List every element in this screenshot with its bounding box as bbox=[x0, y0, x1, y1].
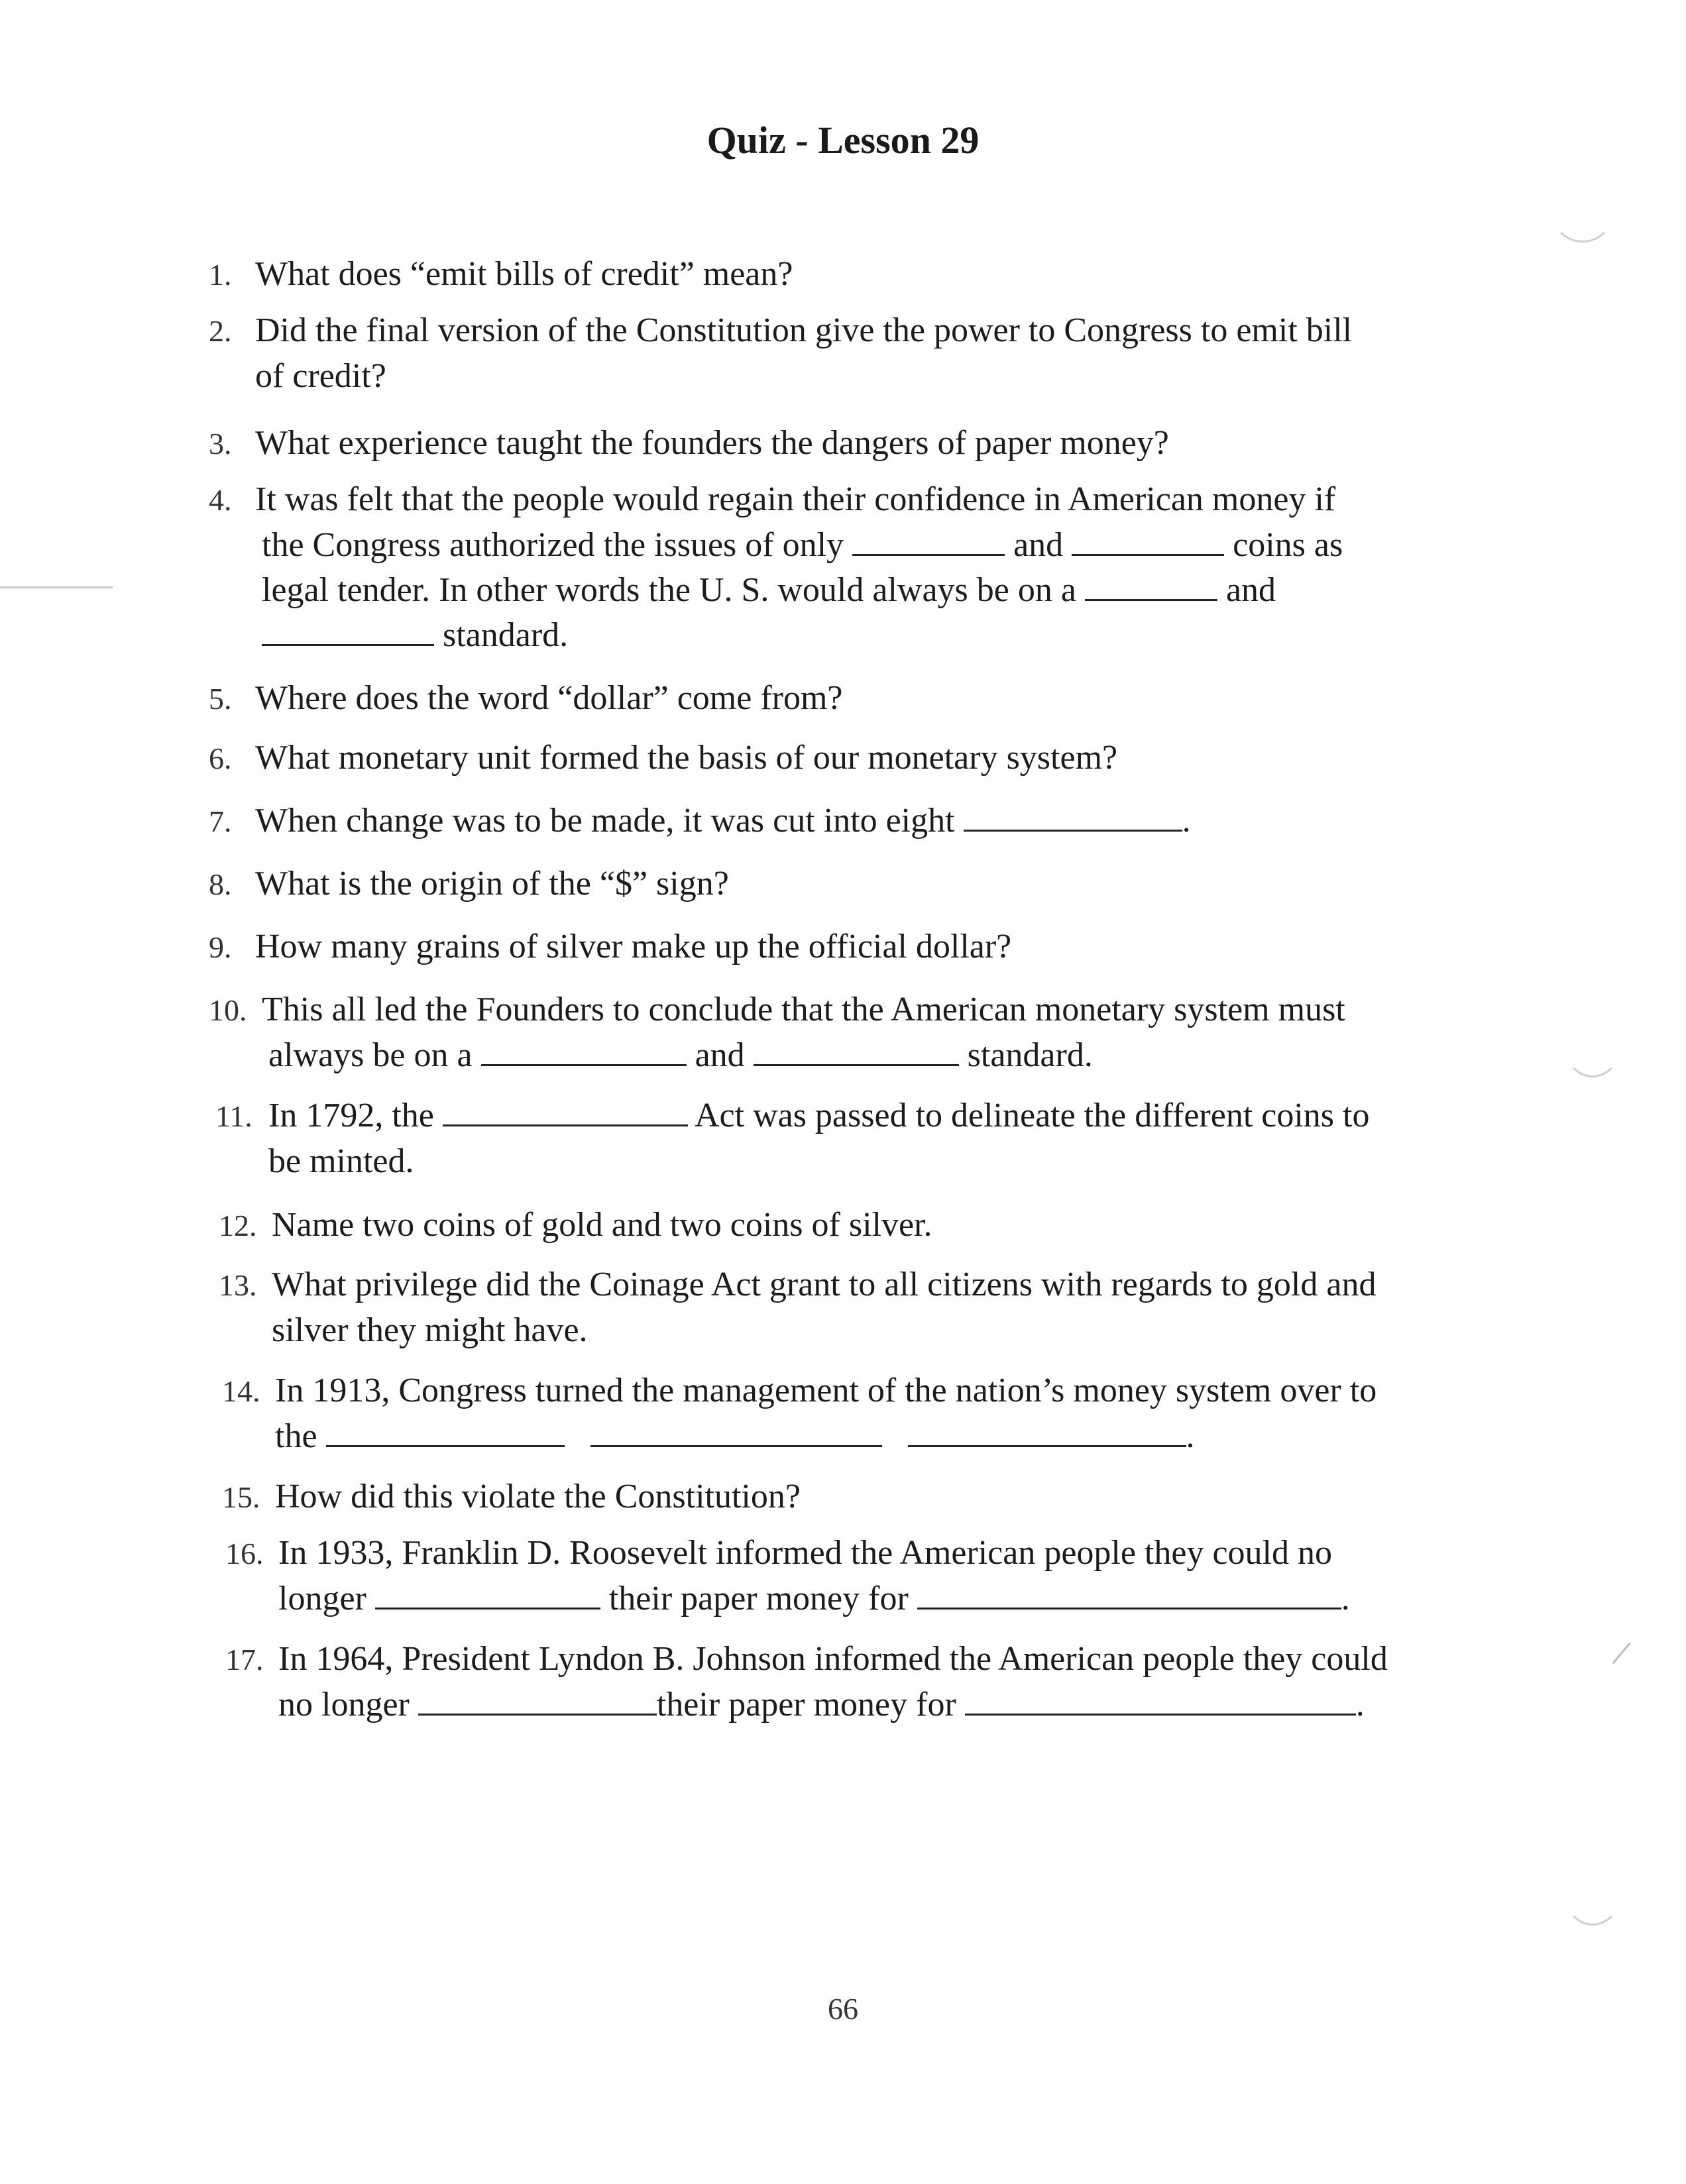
question-text-line-2: of credit? bbox=[255, 357, 386, 395]
question-16 bbox=[225, 1531, 1350, 1621]
question-text: their paper money for bbox=[656, 1686, 956, 1723]
question-11 bbox=[215, 1093, 1369, 1184]
question-text: What is the origin of the “$” sign? bbox=[255, 865, 729, 902]
question-number: 17. bbox=[225, 1643, 264, 1676]
question-6 bbox=[209, 736, 1117, 781]
question-8 bbox=[209, 861, 729, 907]
question-number: 14. bbox=[222, 1374, 260, 1408]
answer-blank[interactable] bbox=[964, 803, 1182, 832]
question-3 bbox=[209, 421, 1169, 466]
question-text: longer bbox=[278, 1580, 366, 1617]
question-text: Name two coins of gold and two coins of silver. bbox=[272, 1206, 932, 1244]
answer-blank[interactable] bbox=[443, 1098, 688, 1126]
answer-blank[interactable] bbox=[262, 618, 434, 646]
question-text: What monetary unit formed the basis of our monetary system? bbox=[255, 739, 1118, 777]
quiz-title: Quiz - Lesson 29 bbox=[706, 119, 980, 162]
question-text-line-1: This all led the Founders to conclude that the American monetary system must bbox=[262, 991, 1345, 1028]
punch-hole-mark bbox=[1551, 179, 1614, 243]
question-text: and bbox=[1013, 526, 1064, 564]
question-text: Act was passed to delineate the different coins to bbox=[694, 1097, 1370, 1134]
question-number: 7. bbox=[209, 804, 232, 838]
question-number: 6. bbox=[209, 741, 232, 775]
question-5 bbox=[209, 676, 843, 722]
answer-blank[interactable] bbox=[375, 1581, 600, 1610]
answer-blank[interactable] bbox=[852, 527, 1005, 556]
question-2 bbox=[209, 308, 1352, 399]
question-text: their paper money for bbox=[608, 1580, 909, 1617]
question-number: 13. bbox=[219, 1268, 257, 1302]
question-number: 3. bbox=[209, 427, 232, 461]
question-text: What experience taught the founders the dangers of paper money? bbox=[255, 424, 1169, 462]
punch-hole-mark bbox=[1564, 1862, 1621, 1926]
question-12 bbox=[219, 1203, 932, 1248]
question-10 bbox=[209, 987, 1345, 1078]
question-text: and bbox=[1225, 571, 1276, 609]
answer-blank[interactable] bbox=[590, 1419, 882, 1447]
question-text-line-2: silver they might have. bbox=[272, 1311, 588, 1349]
question-number: 4. bbox=[209, 483, 232, 517]
question-text: What does “emit bills of credit” mean? bbox=[255, 255, 793, 293]
question-text: always be on a bbox=[268, 1036, 473, 1074]
question-number: 9. bbox=[209, 930, 232, 964]
question-17 bbox=[225, 1637, 1388, 1727]
question-text: the bbox=[275, 1417, 317, 1455]
punch-hole-mark bbox=[1564, 1014, 1621, 1077]
question-text-line-1: What privilege did the Coinage Act grant to all citizens with regards to gold and bbox=[272, 1266, 1377, 1303]
question-text-line-1: It was felt that the people would regain their confidence in American money if bbox=[255, 480, 1336, 518]
question-14 bbox=[222, 1368, 1377, 1459]
question-text: standard. bbox=[967, 1036, 1093, 1074]
question-15 bbox=[222, 1474, 801, 1520]
question-number: 2. bbox=[209, 314, 232, 348]
answer-blank[interactable] bbox=[326, 1419, 565, 1447]
question-text: When change was to be made, it was cut into eight bbox=[255, 802, 955, 840]
question-text-line-2: be minted. bbox=[268, 1142, 414, 1180]
question-number: 12. bbox=[219, 1209, 257, 1242]
question-text: standard. bbox=[443, 616, 569, 654]
question-text-line-1: In 1933, Franklin D. Roosevelt informed the American people they could no bbox=[278, 1534, 1332, 1572]
question-4 bbox=[209, 477, 1343, 658]
answer-blank[interactable] bbox=[1085, 573, 1217, 601]
question-text: and bbox=[695, 1036, 745, 1074]
answer-blank[interactable] bbox=[965, 1687, 1356, 1716]
margin-mark bbox=[0, 586, 113, 588]
question-text: the Congress authorized the issues of only bbox=[262, 526, 844, 564]
page-number: 66 bbox=[828, 1992, 858, 2026]
answer-blank[interactable] bbox=[754, 1038, 959, 1066]
question-text-line-1: In 1913, Congress turned the management of the nation’s money system over to bbox=[275, 1372, 1377, 1409]
question-text-end: . bbox=[1182, 802, 1191, 840]
question-1 bbox=[209, 252, 793, 298]
question-text: no longer bbox=[278, 1686, 410, 1723]
question-text: How did this violate the Constitution? bbox=[275, 1478, 801, 1515]
answer-blank[interactable] bbox=[481, 1038, 687, 1066]
answer-blank[interactable] bbox=[418, 1687, 657, 1716]
question-text-end: . bbox=[1186, 1417, 1195, 1455]
question-number: 1. bbox=[209, 258, 232, 292]
question-text: In 1792, the bbox=[268, 1097, 434, 1134]
question-text: Where does the word “dollar” come from? bbox=[255, 679, 843, 717]
question-7 bbox=[209, 798, 1191, 844]
question-9 bbox=[209, 924, 1011, 970]
answer-blank[interactable] bbox=[908, 1419, 1186, 1447]
answer-blank[interactable] bbox=[917, 1581, 1341, 1610]
margin-mark bbox=[1612, 1643, 1630, 1665]
answer-blank[interactable] bbox=[1072, 527, 1224, 556]
question-number: 5. bbox=[209, 682, 232, 716]
question-text: How many grains of silver make up the official dollar? bbox=[255, 928, 1012, 965]
question-text-line-1: Did the final version of the Constitution give the power to Congress to emit bill bbox=[255, 311, 1353, 349]
question-text-end: . bbox=[1355, 1686, 1365, 1723]
question-number: 10. bbox=[209, 993, 247, 1027]
question-number: 11. bbox=[215, 1099, 253, 1133]
question-number: 16. bbox=[225, 1537, 264, 1570]
question-text: legal tender. In other words the U. S. would always be on a bbox=[262, 571, 1076, 609]
question-13 bbox=[219, 1262, 1376, 1353]
question-text: coins as bbox=[1233, 526, 1343, 564]
question-text-end: . bbox=[1341, 1580, 1350, 1617]
question-text-line-1: In 1964, President Lyndon B. Johnson informed the American people they could bbox=[278, 1640, 1388, 1678]
question-number: 8. bbox=[209, 867, 232, 901]
question-number: 15. bbox=[222, 1480, 260, 1514]
